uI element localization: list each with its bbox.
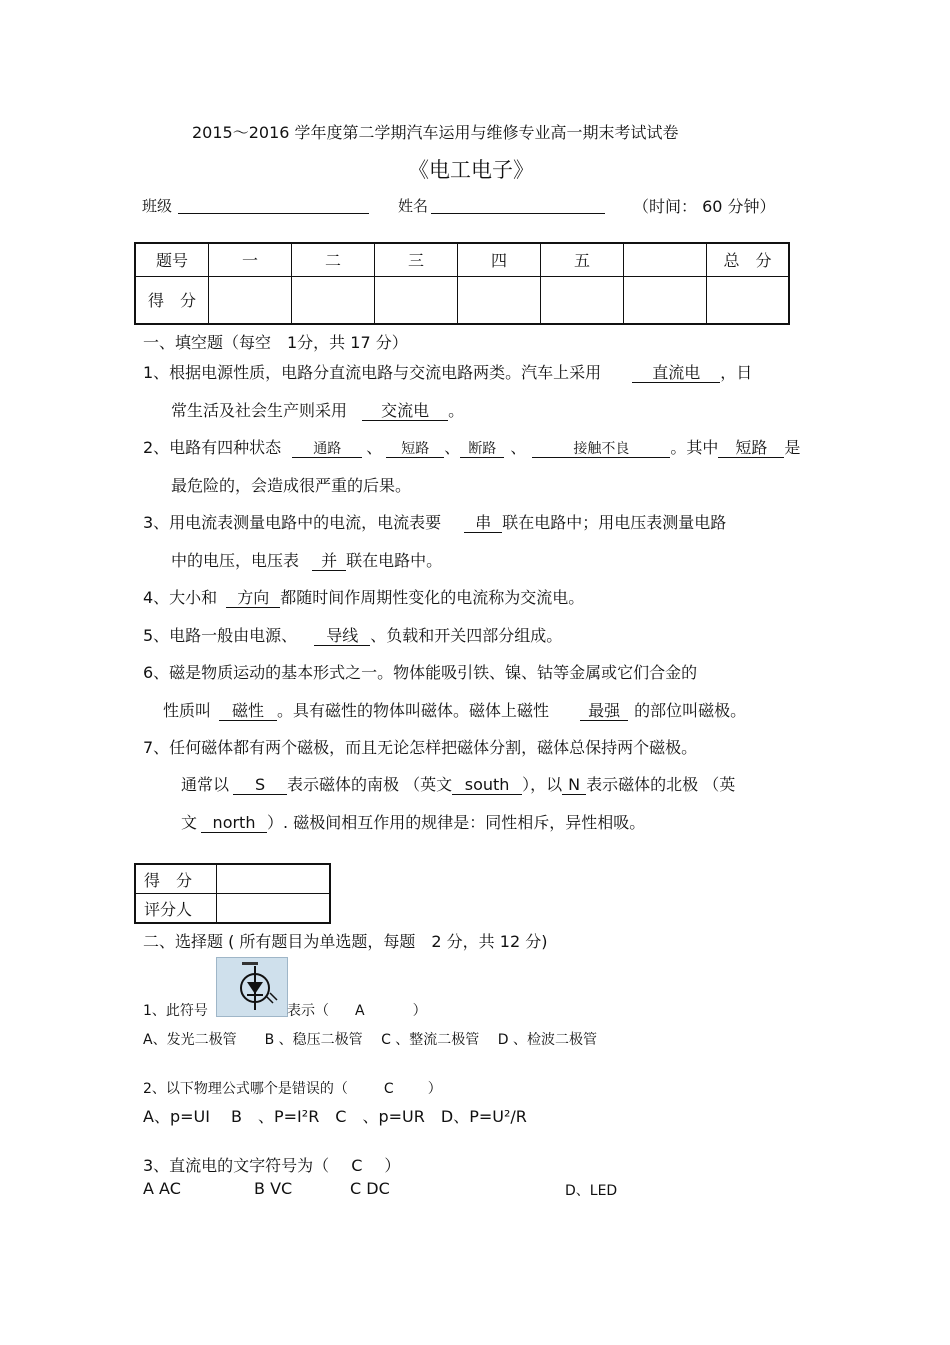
q7-answer-3: N — [562, 776, 586, 795]
question-7-line3 — [181, 810, 645, 833]
cq3-option-c: C DC — [350, 1179, 390, 1198]
question-7: 7、任何磁体都有两个磁极，而且无论怎样把磁体分割，磁体总保持两个磁极。 — [143, 738, 698, 757]
cq3-answer: C — [351, 1156, 363, 1175]
name-label: 姓名 — [398, 197, 429, 215]
q7-answer-4: north — [201, 814, 267, 833]
question-1-line2 — [171, 398, 464, 421]
q3-text-b: 联在电路中；用电压表测量电路 — [502, 513, 727, 532]
q1-answer-1: 直流电 — [632, 364, 720, 383]
cq3-text: 3、直流电的文字符号为（ — [143, 1156, 330, 1175]
class-label: 班级 — [142, 197, 173, 215]
score-cell[interactable] — [292, 276, 375, 324]
cq3-option-d: D、LED — [565, 1183, 618, 1199]
q7-text-e: 表示磁体的北极 （英 — [586, 775, 736, 794]
cq3-text-b: ） — [384, 1156, 401, 1175]
grader-score-cell[interactable] — [217, 864, 331, 894]
cq3-option-b: B VC — [254, 1179, 293, 1198]
grader-name-label: 评分人 — [135, 894, 217, 924]
q5-text-b: 、负载和开关四部分组成。 — [370, 626, 563, 645]
led-symbol-icon — [216, 957, 288, 1017]
q1-text: 1、根据电源性质，电路分直流电路与交流电路两类。汽车上采用 — [143, 363, 602, 382]
subject-title: 《电工电子》 — [408, 158, 534, 182]
q4-text-b: 都随时间作周期性变化的电流称为交流电。 — [280, 588, 585, 607]
q5-answer-1: 导线 — [314, 627, 370, 646]
score-cell[interactable] — [209, 276, 292, 324]
q3-answer-1: 串 — [464, 514, 502, 533]
cq2-text-b: ） — [427, 1081, 442, 1097]
score-row-label: 得 分 — [135, 276, 209, 324]
score-cell[interactable] — [541, 276, 624, 324]
score-header-cell: 五 — [541, 243, 624, 276]
cq1-text-b: 表示（ — [287, 1003, 329, 1019]
q3-text-c: 中的电压，电压表 — [171, 551, 300, 570]
q4-text: 4、大小和 — [143, 588, 218, 607]
q1-text-c: 常生活及社会生产则采用 — [171, 401, 348, 420]
question-5 — [143, 623, 562, 646]
grader-table — [134, 863, 331, 924]
q2-answer-3: 断路 — [460, 441, 504, 458]
q6-answer-2: 最强 — [580, 702, 628, 721]
q7-text-c: 表示磁体的南极 （英文 — [287, 775, 453, 794]
q1-text-b: ，日 — [720, 363, 753, 382]
q5-text: 5、电路一般由电源、 — [143, 626, 298, 645]
grader-name-cell[interactable] — [217, 894, 331, 924]
score-cell[interactable] — [707, 276, 790, 324]
cq1-text: 1、此符号 — [143, 1003, 208, 1019]
question-4 — [143, 585, 584, 608]
question-2-line2: 最危险的，会造成很严重的后果。 — [171, 476, 412, 495]
exam-title: 2015～2016 学年度第二学期汽车运用与维修专业高一期末考试试卷 — [192, 123, 679, 142]
score-header-cell: 二 — [292, 243, 375, 276]
q2-answer-5: 短路 — [718, 439, 784, 458]
q6-text-d: 的部位叫磁极。 — [634, 701, 747, 720]
grader-score-label: 得 分 — [135, 864, 217, 894]
section2-heading: 二、选择题 ( 所有题目为单选题，每题 2 分，共 12 分) — [143, 932, 548, 951]
question-6-line2 — [163, 698, 746, 721]
question-3-line2 — [171, 548, 442, 571]
cq1-text-c: ） — [412, 1003, 427, 1019]
question-3 — [143, 510, 726, 533]
choice-q2-options: A、p=UI B 、P=I²R C 、p=UR D、P=U²/R — [143, 1107, 527, 1126]
q2-sep: 、 — [510, 438, 527, 457]
q4-answer-1: 方向 — [226, 589, 280, 608]
q7-answer-2: south — [452, 776, 522, 795]
score-header-cell: 总 分 — [707, 243, 790, 276]
choice-q1-tail — [287, 1000, 427, 1020]
cq2-answer: C — [383, 1081, 394, 1097]
question-2 — [143, 435, 800, 458]
score-header-cell: 一 — [209, 243, 292, 276]
q3-text: 3、用电流表测量电路中的电流，电流表要 — [143, 513, 442, 532]
q7-text-g: ）. 磁极间相互作用的规律是：同性相斥，异性相吸。 — [267, 813, 646, 832]
q7-text-d: ），以 — [522, 775, 563, 794]
q2-answer-4: 接触不良 — [532, 441, 670, 458]
score-header-cell: 题号 — [135, 243, 209, 276]
q1-answer-2: 交流电 — [362, 402, 448, 421]
name-field-line[interactable] — [431, 213, 605, 214]
cq2-text: 2、以下物理公式哪个是错误的（ — [143, 1081, 348, 1097]
q2-sep: 、 — [366, 438, 383, 457]
score-header-cell: 四 — [458, 243, 541, 276]
q3-text-d: 联在电路中。 — [346, 551, 443, 570]
q2-text-b: 。其中 — [670, 438, 719, 457]
choice-q1 — [143, 1000, 208, 1020]
q1-text-d: 。 — [448, 401, 465, 420]
q7-text-f: 文 — [181, 813, 198, 832]
question-1 — [143, 360, 752, 383]
cq3-option-a: A AC — [143, 1179, 181, 1198]
q2-text-c: 是 — [784, 438, 801, 457]
q2-text: 2、电路有四种状态 — [143, 438, 282, 457]
choice-q1-options: A、发光二极管 B 、稳压二极管 C 、整流二极管 D 、检波二极管 — [143, 1032, 597, 1048]
q2-sep: 、 — [444, 438, 461, 457]
choice-q2 — [143, 1078, 442, 1098]
score-cell[interactable] — [458, 276, 541, 324]
score-cell[interactable] — [624, 276, 707, 324]
question-7-line2 — [181, 772, 735, 795]
section1-heading: 一、填空题（每空 1分，共 17 分） — [143, 333, 408, 352]
q7-answer-1: S — [233, 776, 287, 795]
q6-text-b: 性质叫 — [163, 701, 212, 720]
score-header-cell — [624, 243, 707, 276]
question-6: 6、磁是物质运动的基本形式之一。物体能吸引铁、镍、钴等金属或它们合金的 — [143, 663, 698, 682]
q2-answer-1: 通路 — [292, 441, 362, 458]
q2-answer-2: 短路 — [386, 441, 444, 458]
cq1-answer: A — [355, 1003, 365, 1019]
score-header-cell: 三 — [375, 243, 458, 276]
time-limit: （时间： 60 分钟） — [633, 197, 776, 216]
q6-text-c: 。具有磁性的物体叫磁体。磁体上磁性 — [277, 701, 550, 720]
choice-q3 — [143, 1153, 400, 1176]
q6-answer-1: 磁性 — [219, 702, 277, 721]
q3-answer-2: 并 — [312, 552, 346, 571]
class-field-line[interactable] — [178, 213, 369, 214]
score-table — [134, 242, 790, 325]
score-cell[interactable] — [375, 276, 458, 324]
q7-text-b: 通常以 — [181, 775, 230, 794]
